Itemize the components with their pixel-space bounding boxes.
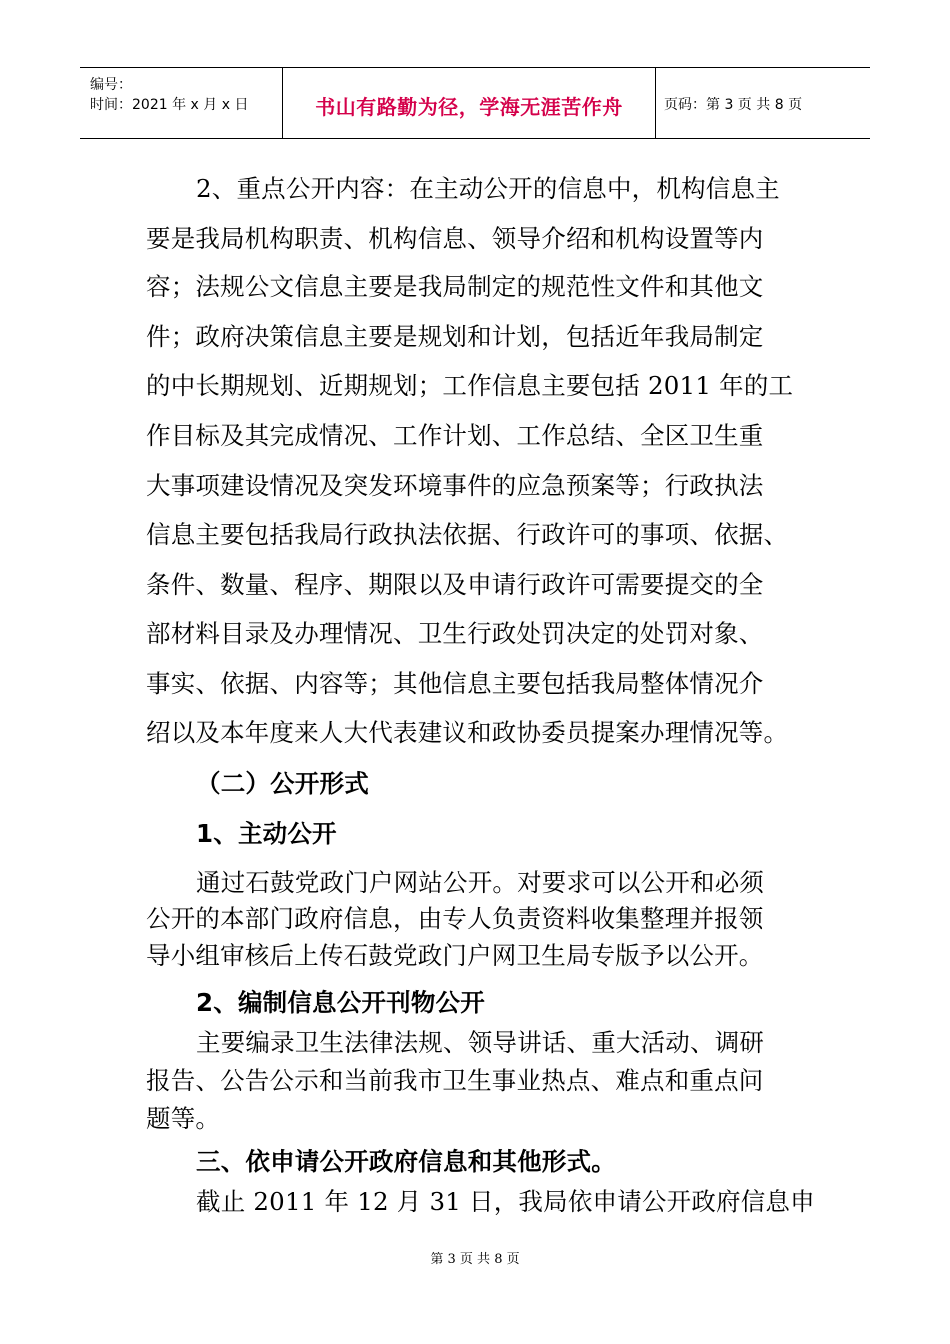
paragraph-line: 信息主要包括我局行政执法依据、行政许可的事项、依据、	[146, 520, 789, 549]
page-info: 页码：第 3 页 共 8 页	[664, 97, 803, 113]
paragraph-line: 公开的本部门政府信息，由专人负责资料收集整理并报领	[146, 904, 764, 933]
section-heading: （二）公开形式	[196, 769, 369, 798]
subsection-heading: 1、主动公开	[196, 819, 337, 848]
paragraph-line: 事实、依据、内容等；其他信息主要包括我局整体情况介	[146, 669, 764, 698]
section-heading: 三、依申请公开政府信息和其他形式。	[196, 1147, 616, 1176]
paragraph-line: 截止 2011 年 12 月 31 日，我局依申请公开政府信息申	[196, 1187, 815, 1216]
paragraph-line: 部材料目录及办理情况、卫生行政处罚决定的处罚对象、	[146, 619, 764, 648]
header-center-cell	[282, 68, 656, 138]
page-footer: 第 3 页 共 8 页	[430, 1252, 520, 1267]
paragraph-line: 题等。	[146, 1104, 221, 1133]
paragraph-line: 大事项建设情况及突发环境事件的应急预案等；行政执法	[146, 471, 764, 500]
number-label: 编号：	[90, 77, 132, 93]
time-label: 时间：2021 年 x 月 x 日	[90, 97, 249, 113]
header-right-cell	[656, 68, 870, 138]
motto-text: 书山有路勤为径，学海无涯苦作舟	[315, 95, 623, 119]
paragraph-line: 绍以及本年度来人大代表建议和政协委员提案办理情况等。	[146, 718, 789, 747]
paragraph-line: 要是我局机构职责、机构信息、领导介绍和机构设置等内	[146, 224, 764, 253]
document-header	[80, 67, 870, 139]
subsection-heading: 2、编制信息公开刊物公开	[196, 988, 485, 1017]
paragraph-line: 主要编录卫生法律法规、领导讲话、重大活动、调研	[196, 1028, 765, 1057]
paragraph-line: 件；政府决策信息主要是规划和计划，包括近年我局制定	[146, 322, 764, 351]
paragraph-line: 作目标及其完成情况、工作计划、工作总结、全区卫生重	[146, 421, 764, 450]
paragraph-line: 容；法规公文信息主要是我局制定的规范性文件和其他文	[146, 272, 764, 301]
paragraph-line: 条件、数量、程序、期限以及申请行政许可需要提交的全	[146, 570, 764, 599]
paragraph-line: 的中长期规划、近期规划；工作信息主要包括 2011 年的工	[146, 371, 794, 400]
paragraph-line: 报告、公告公示和当前我市卫生事业热点、难点和重点问	[146, 1066, 764, 1095]
header-left-cell	[80, 68, 282, 138]
paragraph-line: 2、重点公开内容：在主动公开的信息中，机构信息主	[196, 174, 780, 203]
paragraph-line: 通过石鼓党政门户网站公开。对要求可以公开和必须	[196, 868, 765, 897]
paragraph-line: 导小组审核后上传石鼓党政门户网卫生局专版予以公开。	[146, 941, 764, 970]
